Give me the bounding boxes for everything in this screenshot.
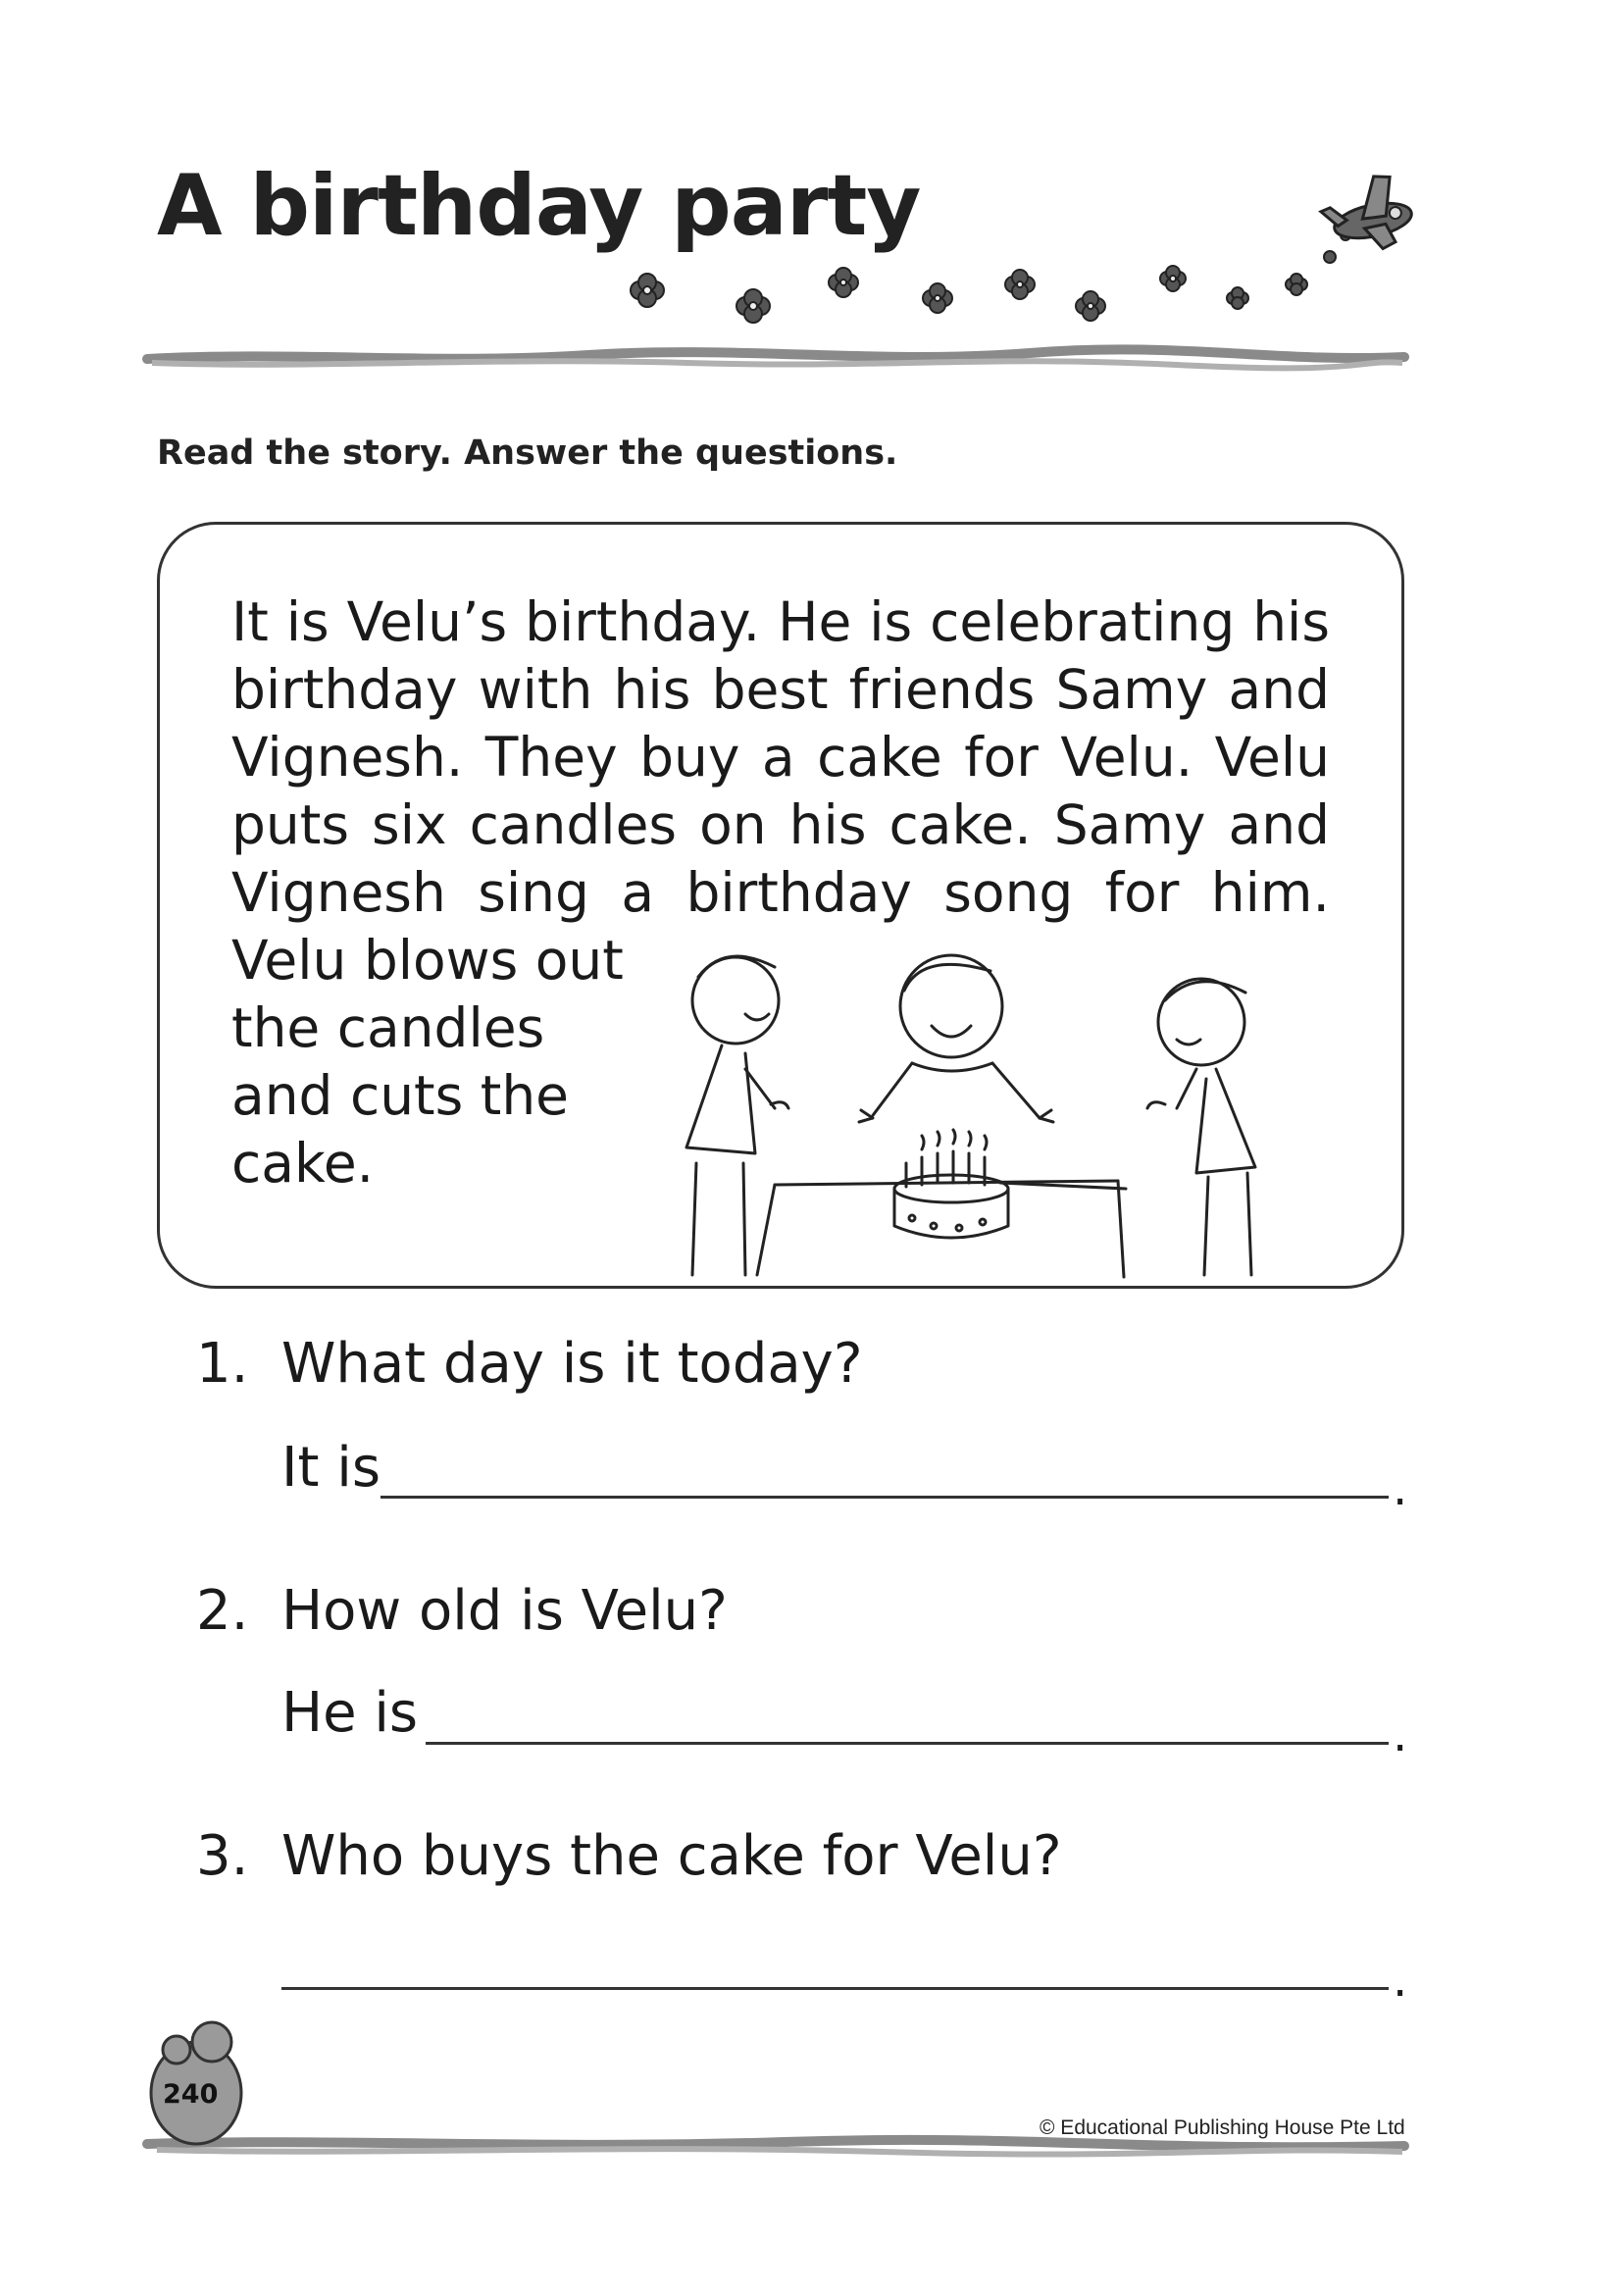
question-number: 3.	[196, 1824, 249, 1888]
birthday-illustration	[628, 932, 1334, 1285]
table-icon	[757, 1181, 1126, 1277]
question-number: 2.	[196, 1579, 249, 1643]
instruction-text: Read the story. Answer the questions.	[157, 433, 898, 473]
story-line: the candles	[231, 996, 545, 1059]
boy-right-figure	[1147, 979, 1255, 1275]
story-line: birthday with his best friends Samy and	[231, 658, 1330, 721]
question-text: Who buys the cake for Velu?	[281, 1824, 1062, 1888]
question-text: How old is Velu?	[281, 1579, 728, 1643]
page-title: A birthday party	[157, 157, 921, 255]
answer-period: .	[1393, 1953, 1408, 2008]
answer-stem: He is	[281, 1681, 419, 1745]
boy-left-figure	[686, 956, 788, 1275]
story-line: Velu blows out	[231, 929, 624, 992]
story-line: cake.	[231, 1132, 375, 1195]
question-text: What day is it today?	[281, 1332, 863, 1396]
story-line: Vignesh. They buy a cake for Velu. Velu	[231, 726, 1330, 789]
footer-divider	[147, 2140, 1404, 2147]
airplane-icon	[1316, 171, 1417, 260]
page-number: 240	[163, 2079, 219, 2110]
story-paragraph	[231, 588, 1330, 927]
story-paragraph-continued	[231, 927, 653, 1198]
header-divider	[147, 349, 1404, 359]
boy-center-figure	[859, 955, 1053, 1122]
answer-line-2[interactable]	[426, 1742, 1389, 1745]
copyright-text: © Educational Publishing House Pte Ltd	[1040, 2116, 1405, 2139]
answer-line-3[interactable]	[281, 1987, 1389, 1990]
story-line: and cuts the	[231, 1064, 570, 1127]
story-line: puts six candles on his cake. Samy and	[231, 793, 1330, 856]
answer-stem: It is	[281, 1436, 381, 1500]
answer-period: .	[1393, 1708, 1408, 1762]
answer-period: .	[1393, 1461, 1408, 1516]
story-line: It is Velu’s birthday. He is celebrating his	[231, 590, 1330, 653]
answer-line-1[interactable]	[381, 1496, 1389, 1499]
story-line: Vignesh sing a birthday song for him.	[231, 861, 1330, 924]
question-number: 1.	[196, 1332, 249, 1396]
